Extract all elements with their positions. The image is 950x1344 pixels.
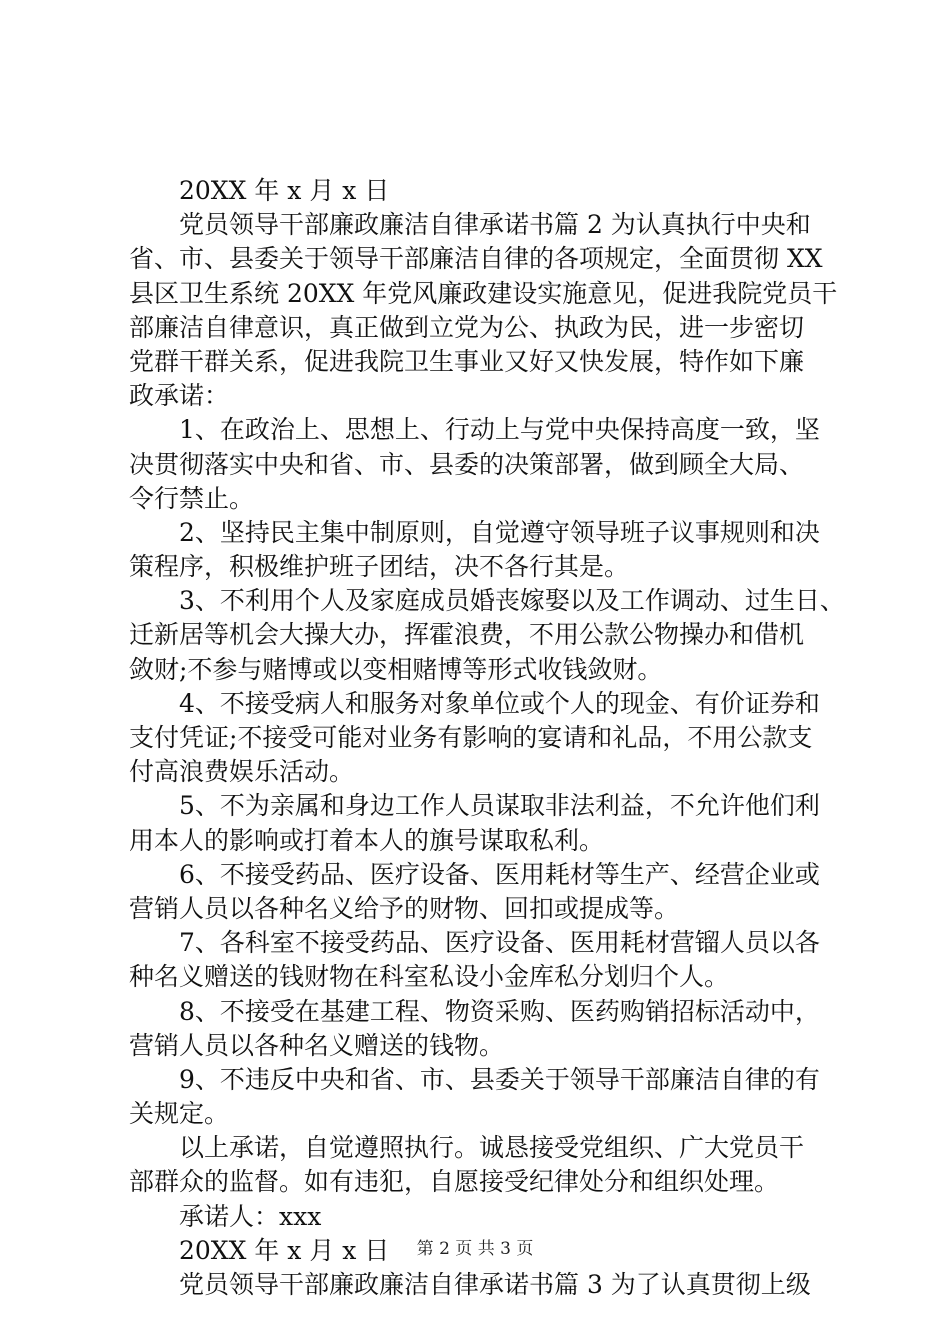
text-line: 敛财;不参与赌博或以变相赌博等形式收钱敛财。 bbox=[129, 654, 663, 684]
text-line: 党群干群关系，促进我院卫生事业又好又快发展，特作如下廉 bbox=[129, 346, 805, 376]
date-line: 20XX 年 x 月 x 日 bbox=[179, 1235, 390, 1265]
list-item-line: 6、不接受药品、医疗设备、医用耗材等生产、经营企业或 bbox=[179, 859, 820, 889]
text-line: 部群众的监督。如有违犯，自愿接受纪律处分和组织处理。 bbox=[129, 1167, 780, 1197]
document-body bbox=[129, 174, 845, 1302]
list-item-line: 5、不为亲属和身边工作人员谋取非法利益，不允许他们利 bbox=[179, 791, 820, 821]
section-heading-line: 党员领导干部廉政廉洁自律承诺书篇 2 为认真执行中央和 bbox=[179, 210, 811, 240]
date-line: 20XX 年 x 月 x 日 bbox=[179, 176, 390, 205]
text-line: 付高浪费娱乐活动。 bbox=[129, 757, 355, 787]
list-item-line: 9、不违反中央和省、市、县委关于领导干部廉洁自律的有 bbox=[179, 1064, 820, 1094]
text-line: 种名义赠送的钱财物在科室私设小金库私分划归个人。 bbox=[129, 962, 730, 992]
text-line: 省、市、县委关于领导干部廉洁自律的各项规定，全面贯彻 XX bbox=[129, 244, 823, 274]
section-heading-line: 党员领导干部廉政廉洁自律承诺书篇 3 为了认真贯彻上级 bbox=[179, 1270, 811, 1299]
list-item-line: 1、在政治上、思想上、行动上与党中央保持高度一致，坚 bbox=[179, 415, 820, 445]
text-line: 迁新居等机会大操大办，挥霍浪费，不用公款公物操办和借机 bbox=[129, 620, 805, 650]
list-item-line: 3、不利用个人及家庭成员婚丧嫁娶以及工作调动、过生日、 bbox=[179, 586, 845, 616]
text-line: 支付凭证;不接受可能对业务有影响的宴请和礼品，不用公款支 bbox=[129, 723, 813, 752]
text-line: 用本人的影响或打着本人的旗号谋取私利。 bbox=[129, 825, 605, 855]
text-line: 策程序，积极维护班子团结，决不各行其是。 bbox=[129, 552, 630, 582]
text-line: 营销人员以各种名义给予的财物、回扣或提成等。 bbox=[129, 893, 680, 923]
list-item-line: 2、坚持民主集中制原则，自觉遵守领导班子议事规则和决 bbox=[179, 517, 820, 547]
signatory-line: 承诺人：xxx bbox=[179, 1201, 322, 1231]
list-item-line: 4、不接受病人和服务对象单位或个人的现金、有价证券和 bbox=[179, 688, 820, 718]
text-line: 关规定。 bbox=[129, 1099, 230, 1129]
text-line: 县区卫生系统 20XX 年党风廉政建设实施意见，促进我院党员干 bbox=[129, 278, 838, 308]
text-line: 政承诺： bbox=[129, 381, 230, 411]
text-line: 部廉洁自律意识，真正做到立党为公、执政为民，进一步密切 bbox=[129, 312, 805, 342]
closing-paragraph-line: 以上承诺，自觉遵照执行。诚恳接受党组织、广大党员干 bbox=[179, 1133, 805, 1163]
page-footer: 第 2 页 共 3 页 bbox=[416, 1239, 534, 1259]
text-line: 令行禁止。 bbox=[129, 483, 255, 513]
list-item-line: 8、不接受在基建工程、物资采购、医药购销招标活动中， bbox=[179, 996, 820, 1026]
text-line: 决贯彻落实中央和省、市、县委的决策部署，做到顾全大局、 bbox=[129, 449, 805, 479]
text-line: 营销人员以各种名义赠送的钱物。 bbox=[129, 1030, 505, 1060]
list-item-line: 7、各科室不接受药品、医疗设备、医用耗材营镏人员以各 bbox=[179, 928, 820, 958]
